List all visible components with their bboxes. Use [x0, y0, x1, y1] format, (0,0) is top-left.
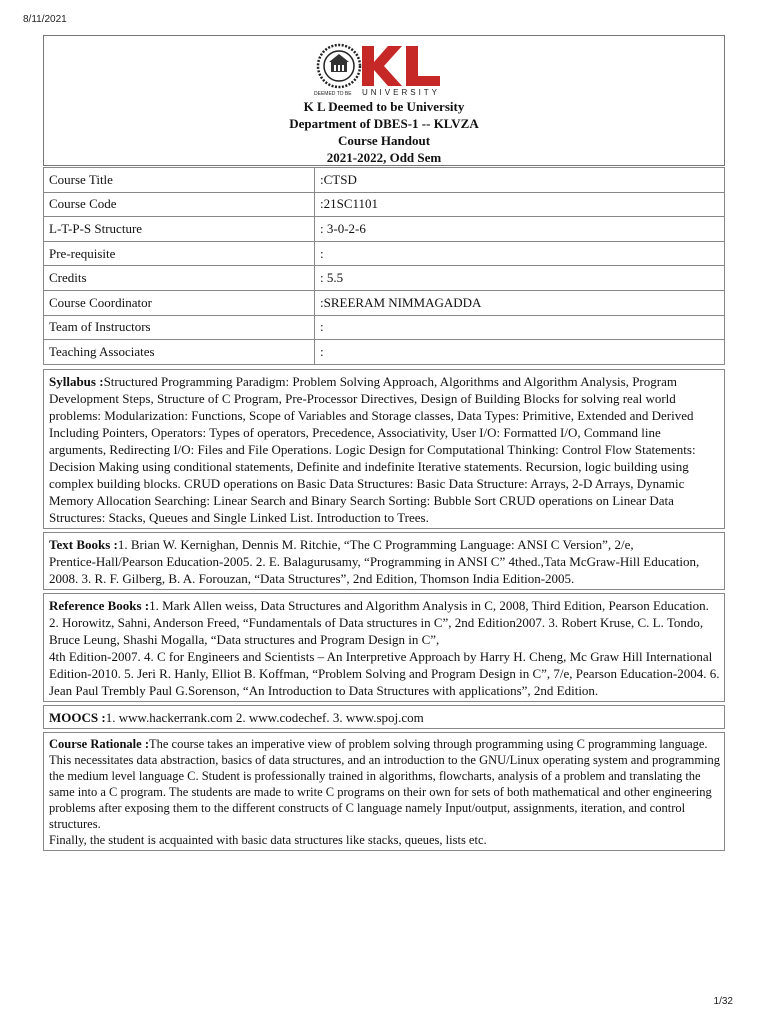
course-rationale-section: [43, 732, 725, 851]
logo-university-text: UNIVERSITY: [362, 88, 441, 97]
moocs-section: [43, 705, 725, 729]
course-info-row: [44, 192, 725, 217]
course-info-table: [43, 167, 725, 365]
text-books-section: [43, 532, 725, 590]
course-info-value: :: [315, 340, 725, 365]
university-name: K L Deemed to be University: [303, 99, 465, 114]
course-rationale-text-2: Finally, the student is acquainted with basic data structures like stacks, queues, lists etc.: [49, 832, 487, 847]
course-info-label: L-T-P-S Structure: [44, 217, 315, 242]
course-info-label: Team of Instructors: [44, 315, 315, 340]
course-info-row: [44, 217, 725, 242]
moocs-label: MOOCS :: [49, 709, 106, 725]
course-rationale-label: Course Rationale :: [49, 736, 149, 751]
department-name: Department of DBES-1 -- KLVZA: [289, 116, 479, 131]
course-info-row: [44, 266, 725, 291]
course-info-value: : 3-0-2-6: [315, 217, 725, 242]
text-books-label: Text Books :: [49, 536, 118, 552]
logo-letter-l: [406, 46, 440, 86]
course-info-label: Credits: [44, 266, 315, 291]
academic-session: 2021-2022, Odd Sem: [326, 150, 442, 165]
reference-books-section: [43, 593, 725, 702]
course-info-value: :: [315, 241, 725, 266]
print-date: 8/11/2021: [23, 14, 67, 25]
page-number: 1/32: [713, 996, 733, 1007]
kl-university-logo: [314, 40, 454, 98]
course-info-value: : 5.5: [315, 266, 725, 291]
course-info-label: Course Title: [44, 168, 315, 193]
course-info-value: :CTSD: [315, 168, 725, 193]
text-books-line-1: 1. Brian W. Kernighan, Dennis M. Ritchie, “The C Programming Language: ANSI C Version”, 2/e,: [117, 536, 634, 552]
course-info-label: Course Coordinator: [44, 290, 315, 315]
moocs-text: 1. www.hackerrank.com 2. www.codechef. 3. www.spoj.com: [105, 709, 424, 725]
course-rationale-text-1: The course takes an imperative view of problem solving through programming using C programming language. This necessitates data abstraction, basics of data structures, and an introduction to the GNU/Linux operating system and programming the medium level language C. Student is professionally trained in algorithms, flowcharts, analysis of a problem and translating the same into a C program. The students are made to write C programs on their own for sets of both mathematical and other engineering problems after exposing them to the different constructs of C language namely Input/output, assignments, iteration, and control structures.: [49, 736, 721, 831]
course-info-label: Course Code: [44, 192, 315, 217]
syllabus-text: Structured Programming Paradigm: Problem Solving Approach, Algorithms and Algorithm Analysis, Program Development Steps, Structure of C Program, Pre-Processor Directives, Design of Building Blocks for solving real world problems: Modularization: Functions, Scope of Variables and Storage classes, Data Types: Primitive, Extended and Derived Including Pointers, Operators: Types of operators, Precedence, Associativity, User I/O: Formatted I/O, Command line arguments, Redirecting I/O: Files and File Operations. Logic Design for Computational Thinking: Control Flow Statements: Decision Making using conditional statements, Definite and indefinite Iterative statements. Recursion, logic building using complex building blocks. CRUD operations on Basic Data Structures: Basic Data Structure: Arrays, 2-D Arrays, Dynamic Memory Allocation Searching: Linear Search and Binary Search Sorting: Bubble Sort CRUD operations on Linear Data Structures: Stacks, Queues and Single Linked List. Introduction to Trees.: [49, 373, 696, 525]
document-header: [43, 35, 725, 166]
text-books-line-2: Prentice-Hall/Pearson Education-2005. 2. E. Balagurusamy, “Programming in ANSI C” 4thed.,Tata McGraw-Hill Education, 2008. 3. R. F. Gilberg, B. A. Forouzan, “Data Structures”, 2nd Edition, Thomson India Edition-2005.: [49, 553, 700, 586]
logo-deemed-text: DEEMED TO BE: [314, 91, 352, 97]
course-info-row: [44, 315, 725, 340]
course-info-row: [44, 340, 725, 365]
course-info-value: :: [315, 315, 725, 340]
course-info-value: :SREERAM NIMMAGADDA: [315, 290, 725, 315]
course-info-row: [44, 241, 725, 266]
syllabus-section: [43, 369, 725, 529]
reference-books-label: Reference Books :: [49, 597, 150, 613]
course-handout-document: [43, 35, 725, 851]
document-title: Course Handout: [337, 133, 431, 148]
course-info-row: [44, 168, 725, 193]
syllabus-label: Syllabus :: [49, 373, 104, 389]
course-info-label: Teaching Associates: [44, 340, 315, 365]
course-info-label: Pre-requisite: [44, 241, 315, 266]
logo-letter-k: [362, 46, 402, 86]
course-info-row: [44, 290, 725, 315]
course-info-value: :21SC1101: [315, 192, 725, 217]
reference-books-line-2: 4th Edition-2007. 4. C for Engineers and Scientists – An Interpretive Approach by Harry H. Cheng, Mc Graw Hill International Edition-2010. 5. Jeri R. Hanly, Elliot B. Koffman, “Problem Solving and Program Design in C”, 7/e, Pearson Education-2004. 6. Jean Paul Trembly Paul G.Sorenson, “An Introduction to Data Structures with applications”, 2nd Edition.: [49, 648, 720, 698]
reference-books-line-1: 1. Mark Allen weiss, Data Structures and Algorithm Analysis in C, 2008, Third Edition, Pearson Education. 2. Horowitz, Sahni, Anderson Freed, “Fundamentals of Data structures in C”, 2nd Edition2007. 3. Robert Kruse, C. L. Tondo, Bruce Leung, Shashi Mogalla, “Data structures and Program Design in C”,: [49, 597, 709, 647]
